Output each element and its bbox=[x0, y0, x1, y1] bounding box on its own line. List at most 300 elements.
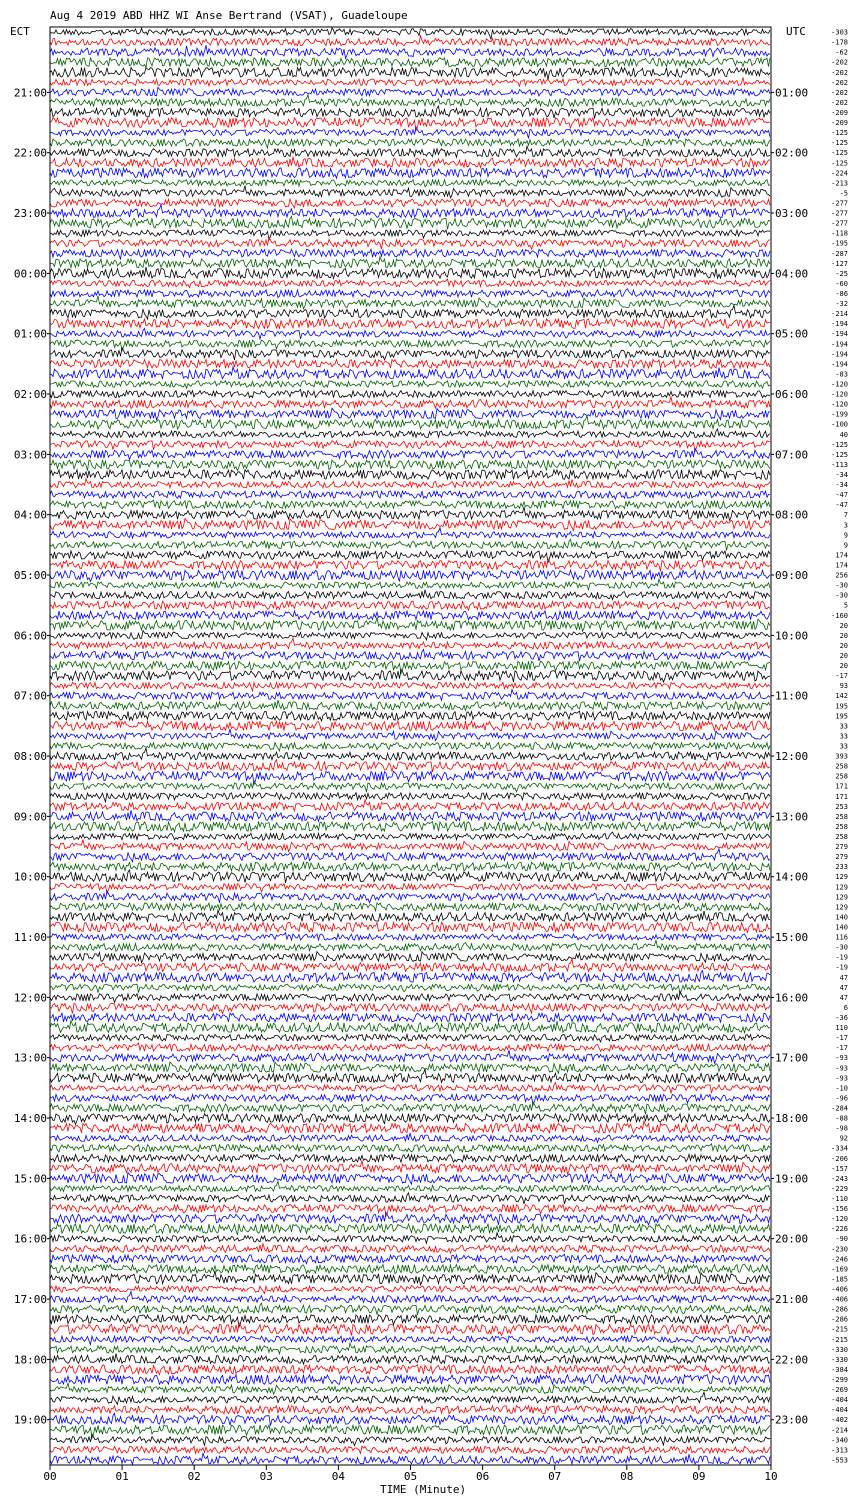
trace-offset-label: -334 bbox=[831, 1144, 848, 1153]
seismic-trace bbox=[50, 87, 770, 97]
trace-offset-label: -194 bbox=[831, 330, 848, 339]
right-hour-label: 03:00 bbox=[775, 207, 809, 220]
seismic-trace bbox=[50, 870, 770, 883]
trace-offset-label: -330 bbox=[831, 1355, 848, 1364]
seismic-trace bbox=[50, 1094, 770, 1105]
trace-offset-label: -120 bbox=[831, 1215, 848, 1224]
left-hour-label: 21:00 bbox=[13, 86, 47, 100]
x-axis-tick-label: 03 bbox=[259, 1470, 273, 1483]
trace-offset-label: -118 bbox=[831, 229, 848, 238]
trace-offset-label: 233 bbox=[835, 863, 848, 872]
seismic-trace bbox=[50, 319, 770, 329]
seismic-trace bbox=[50, 1213, 770, 1225]
seismic-trace bbox=[50, 1292, 770, 1303]
trace-offset-label: -313 bbox=[831, 1446, 848, 1455]
seismic-trace bbox=[50, 77, 770, 86]
seismic-trace bbox=[50, 58, 770, 68]
x-axis bbox=[43, 1465, 777, 1483]
trace-offset-label: -202 bbox=[831, 68, 848, 77]
x-axis-tick-label: 01 bbox=[115, 1470, 129, 1483]
seismic-trace bbox=[50, 903, 770, 911]
seismic-trace bbox=[50, 1154, 770, 1162]
seismic-trace bbox=[50, 822, 770, 832]
trace-offset-label: 9 bbox=[843, 531, 848, 540]
seismic-trace bbox=[50, 1425, 770, 1438]
trace-offset-label: 258 bbox=[835, 822, 848, 831]
trace-offset-label: 20 bbox=[839, 621, 848, 630]
right-hour-label: 13:00 bbox=[775, 810, 809, 824]
seismic-trace bbox=[50, 1205, 770, 1216]
seismic-trace bbox=[50, 839, 770, 851]
trace-offset-label: -194 bbox=[831, 340, 848, 349]
trace-offset-label: -330 bbox=[831, 1345, 848, 1354]
seismic-trace bbox=[50, 267, 770, 279]
seismic-trace bbox=[50, 408, 770, 420]
seismic-trace bbox=[50, 519, 770, 531]
trace-offset-label: 93 bbox=[839, 682, 848, 691]
trace-offset-label: -209 bbox=[831, 109, 848, 117]
trace-offset-label: -404 bbox=[831, 1406, 848, 1415]
trace-offset-label: -277 bbox=[831, 219, 848, 228]
trace-offset-label: -93 bbox=[835, 1074, 848, 1083]
trace-offset-label: -125 bbox=[831, 450, 848, 459]
seismic-trace bbox=[50, 1375, 770, 1385]
trace-offset-label: 171 bbox=[835, 782, 848, 791]
trace-offset-label: -120 bbox=[831, 400, 848, 409]
trace-offset-label: -10 bbox=[835, 1084, 848, 1093]
right-hour-label: 18:00 bbox=[775, 1112, 809, 1126]
seismic-trace bbox=[50, 1193, 770, 1204]
trace-offset-label: 47 bbox=[839, 993, 848, 1002]
trace-offset-label: -127 bbox=[831, 259, 848, 268]
left-hour-label: 11:00 bbox=[13, 931, 47, 945]
trace-offset-label: -209 bbox=[831, 119, 848, 127]
seismic-trace bbox=[50, 611, 770, 620]
x-axis-tick-label: 02 bbox=[187, 1470, 201, 1483]
trace-offset-label: 140 bbox=[835, 923, 848, 932]
trace-offset-label: -62 bbox=[835, 48, 848, 57]
trace-offset-label: -243 bbox=[831, 1174, 848, 1183]
seismic-trace bbox=[50, 883, 770, 893]
trace-offset-label: 7 bbox=[843, 511, 848, 520]
seismic-trace bbox=[50, 249, 770, 259]
left-hour-label: 16:00 bbox=[13, 1232, 47, 1246]
trace-offset-label: 47 bbox=[839, 973, 848, 982]
seismic-trace bbox=[50, 1004, 770, 1014]
trace-offset-label: -224 bbox=[831, 169, 848, 178]
seismic-trace bbox=[50, 1043, 770, 1052]
trace-offset-label: 129 bbox=[835, 893, 848, 902]
trace-offset-label: 256 bbox=[835, 571, 848, 580]
seismic-trace bbox=[50, 721, 770, 731]
seismic-trace bbox=[50, 1050, 770, 1063]
trace-offset-label: -113 bbox=[831, 460, 848, 469]
trace-offset-label: -194 bbox=[831, 320, 848, 329]
seismic-trace bbox=[50, 470, 770, 480]
seismic-trace bbox=[50, 971, 770, 983]
seismic-trace bbox=[50, 118, 770, 131]
seismic-trace bbox=[50, 760, 770, 772]
x-axis-tick-label: 08 bbox=[620, 1470, 634, 1483]
seismic-trace bbox=[50, 360, 770, 369]
trace-offset-labels bbox=[831, 29, 848, 1465]
trace-offset-label: 33 bbox=[839, 732, 848, 741]
trace-offset-label: -96 bbox=[835, 1094, 848, 1103]
trace-offset-label: 258 bbox=[835, 772, 848, 781]
left-hour-label: 13:00 bbox=[13, 1051, 47, 1065]
seismic-trace bbox=[50, 340, 770, 351]
seismic-trace bbox=[50, 528, 770, 538]
left-hour-label: 09:00 bbox=[13, 810, 47, 824]
seismic-trace bbox=[50, 570, 770, 581]
seismic-trace bbox=[50, 1020, 770, 1032]
seismic-trace bbox=[50, 683, 770, 691]
trace-offset-label: -156 bbox=[831, 1205, 848, 1214]
trace-offset-label: 5 bbox=[843, 601, 848, 610]
trace-offset-label: -100 bbox=[831, 420, 848, 429]
left-hour-label: 00:00 bbox=[13, 267, 47, 281]
trace-offset-label: -406 bbox=[831, 1285, 848, 1294]
right-hour-label: 05:00 bbox=[775, 327, 809, 341]
trace-offset-label: -229 bbox=[831, 1185, 848, 1193]
seismic-trace bbox=[50, 67, 770, 80]
right-hour-label: 02:00 bbox=[775, 146, 809, 160]
seismic-trace bbox=[50, 1323, 770, 1336]
left-hour-label: 17:00 bbox=[13, 1293, 47, 1307]
trace-offset-label: -30 bbox=[835, 581, 848, 590]
trace-offset-label: -226 bbox=[831, 1225, 848, 1234]
trace-offset-label: -214 bbox=[831, 310, 848, 319]
seismic-trace bbox=[50, 139, 770, 148]
seismic-trace bbox=[50, 1062, 770, 1073]
seismic-trace bbox=[50, 1160, 770, 1174]
trace-offset-label: 116 bbox=[835, 933, 848, 942]
seismic-trace bbox=[50, 1336, 770, 1345]
trace-offset-label: -194 bbox=[831, 350, 848, 359]
x-axis-tick-label: 10 bbox=[764, 1470, 778, 1483]
trace-offset-label: -160 bbox=[831, 611, 848, 620]
left-hour-label: 14:00 bbox=[13, 1112, 47, 1126]
trace-offset-label: -25 bbox=[835, 269, 848, 278]
seismic-trace bbox=[50, 381, 770, 388]
trace-offset-label: -19 bbox=[835, 963, 848, 972]
right-hour-label: 08:00 bbox=[775, 508, 809, 522]
seismic-trace bbox=[50, 390, 770, 398]
trace-offset-label: -125 bbox=[831, 139, 848, 148]
trace-offset-label: 174 bbox=[835, 561, 848, 570]
trace-offset-label: -157 bbox=[831, 1164, 848, 1173]
trace-offset-label: -120 bbox=[831, 390, 848, 399]
trace-offset-label: -34 bbox=[835, 471, 848, 479]
trace-offset-label: -195 bbox=[831, 239, 848, 248]
seismic-trace bbox=[50, 933, 770, 941]
x-axis-tick-label: 00 bbox=[43, 1470, 57, 1483]
right-hour-label: 10:00 bbox=[775, 629, 809, 643]
trace-offset-label: -202 bbox=[831, 78, 848, 87]
seismic-trace bbox=[50, 28, 770, 40]
seismic-trace bbox=[50, 590, 770, 600]
seismic-trace bbox=[50, 992, 770, 1003]
trace-offset-label: -36 bbox=[835, 1014, 848, 1022]
left-hour-label: 19:00 bbox=[13, 1413, 47, 1427]
seismic-trace bbox=[50, 1254, 770, 1264]
seismic-trace bbox=[50, 429, 770, 438]
trace-offset-label: -47 bbox=[835, 501, 848, 510]
seismic-trace bbox=[50, 1114, 770, 1125]
trace-offset-label: -284 bbox=[831, 1104, 848, 1113]
trace-offset-label: 3 bbox=[843, 521, 848, 530]
seismic-trace bbox=[50, 1271, 770, 1285]
seismic-trace bbox=[50, 638, 770, 649]
seismic-trace bbox=[50, 700, 770, 710]
trace-offset-label: 33 bbox=[839, 742, 848, 751]
trace-offset-label: 174 bbox=[835, 551, 848, 560]
trace-offset-label: -214 bbox=[831, 1426, 848, 1435]
seismic-trace bbox=[50, 711, 770, 721]
right-hour-label: 11:00 bbox=[775, 689, 809, 703]
seismic-trace bbox=[50, 661, 770, 673]
seismic-trace bbox=[50, 810, 770, 821]
trace-offset-label: -303 bbox=[831, 28, 848, 37]
trace-offset-label: -83 bbox=[835, 370, 848, 379]
trace-offset-label: -93 bbox=[835, 1054, 848, 1063]
trace-offset-label: -553 bbox=[831, 1456, 848, 1465]
seismic-trace bbox=[50, 491, 770, 499]
seismic-trace bbox=[50, 1083, 770, 1094]
left-hour-label: 03:00 bbox=[13, 448, 47, 462]
seismic-trace bbox=[50, 748, 770, 760]
seismic-trace bbox=[50, 448, 770, 459]
seismic-trace bbox=[50, 367, 770, 379]
trace-offset-label: 110 bbox=[835, 1024, 848, 1033]
seismic-trace bbox=[50, 771, 770, 784]
trace-offset-label: 129 bbox=[835, 883, 848, 892]
trace-offset-label: -299 bbox=[831, 1376, 848, 1384]
seismic-trace bbox=[50, 669, 770, 682]
trace-offset-label: 33 bbox=[839, 722, 848, 731]
trace-offset-label: 20 bbox=[839, 631, 848, 640]
seismic-trace bbox=[50, 168, 770, 178]
trace-offset-label: -384 bbox=[831, 1366, 848, 1374]
trace-offset-label: -199 bbox=[831, 410, 848, 419]
left-hour-label: 12:00 bbox=[13, 991, 47, 1005]
trace-offset-label: -88 bbox=[835, 1114, 848, 1123]
right-hour-label: 21:00 bbox=[775, 1293, 809, 1307]
seismic-trace bbox=[50, 781, 770, 793]
trace-offset-label: -406 bbox=[831, 1295, 848, 1304]
trace-offset-label: 20 bbox=[839, 662, 848, 671]
trace-offset-label: -125 bbox=[831, 440, 848, 449]
seismic-trace bbox=[50, 952, 770, 963]
seismic-trace bbox=[50, 940, 770, 952]
right-hour-label: 17:00 bbox=[775, 1051, 809, 1065]
right-hour-label: 06:00 bbox=[775, 388, 809, 401]
seismic-trace bbox=[50, 800, 770, 811]
trace-offset-label: -125 bbox=[831, 149, 848, 158]
seismic-trace bbox=[50, 1286, 770, 1294]
seismic-trace bbox=[50, 1144, 770, 1153]
right-hour-label: 22:00 bbox=[775, 1353, 809, 1367]
seismic-trace bbox=[50, 507, 770, 521]
seismic-trace bbox=[50, 479, 770, 489]
trace-offset-label: 92 bbox=[839, 1134, 848, 1143]
trace-offset-label: -30 bbox=[835, 591, 848, 600]
seismic-trace bbox=[50, 539, 770, 550]
left-hour-label: 01:00 bbox=[13, 327, 47, 341]
trace-offset-label: -277 bbox=[831, 209, 848, 218]
trace-offset-label: -120 bbox=[831, 380, 848, 389]
trace-offset-label: 20 bbox=[839, 652, 848, 660]
left-hour-label: 18:00 bbox=[13, 1353, 47, 1367]
seismic-trace bbox=[50, 397, 770, 409]
trace-offset-label: -277 bbox=[831, 199, 848, 208]
x-axis-tick-label: 04 bbox=[331, 1470, 346, 1483]
left-hour-labels bbox=[14, 86, 50, 1426]
right-hour-label: 09:00 bbox=[775, 569, 809, 582]
seismic-trace bbox=[50, 1121, 770, 1133]
seismic-trace bbox=[50, 742, 770, 751]
seismic-trace bbox=[50, 1102, 770, 1114]
trace-offset-label: -215 bbox=[831, 1335, 848, 1344]
seismic-trace bbox=[50, 35, 770, 45]
right-hour-label: 12:00 bbox=[775, 750, 809, 764]
seismic-trace bbox=[50, 910, 770, 921]
seismic-trace bbox=[50, 1172, 770, 1184]
right-hour-label: 14:00 bbox=[775, 870, 809, 884]
trace-offset-label: -340 bbox=[831, 1436, 848, 1445]
seismic-trace bbox=[50, 1013, 770, 1022]
seismic-trace bbox=[50, 922, 770, 932]
trace-offset-label: -110 bbox=[831, 1195, 848, 1203]
trace-offset-label: -194 bbox=[831, 360, 848, 369]
trace-offset-label: -286 bbox=[831, 1305, 848, 1314]
seismic-trace bbox=[50, 279, 770, 288]
left-hour-label: 02:00 bbox=[13, 388, 47, 401]
seismic-trace bbox=[50, 1365, 770, 1375]
trace-offset-label: -202 bbox=[831, 58, 848, 67]
trace-offset-label: 279 bbox=[835, 853, 848, 862]
seismic-trace bbox=[50, 1406, 770, 1414]
right-hour-label: 04:00 bbox=[775, 267, 809, 281]
trace-offset-label: -17 bbox=[835, 1034, 848, 1043]
seismic-trace bbox=[50, 95, 770, 107]
right-hour-label: 19:00 bbox=[775, 1172, 809, 1186]
left-hour-label: 23:00 bbox=[13, 207, 47, 220]
trace-offset-label: 258 bbox=[835, 762, 848, 771]
left-hour-label: 15:00 bbox=[13, 1172, 47, 1186]
x-axis-tick-label: 09 bbox=[692, 1470, 706, 1483]
trace-offset-label: -202 bbox=[831, 88, 848, 97]
trace-offset-label: -287 bbox=[831, 249, 848, 258]
seismic-trace bbox=[50, 1434, 770, 1446]
seismic-trace bbox=[50, 289, 770, 298]
seismic-trace bbox=[50, 127, 770, 138]
seismic-trace bbox=[50, 199, 770, 208]
seismic-trace bbox=[50, 257, 770, 268]
trace-offset-label: -47 bbox=[835, 491, 848, 500]
seismic-trace bbox=[50, 984, 770, 994]
trace-offset-label: -90 bbox=[835, 1235, 848, 1244]
left-hour-label: 07:00 bbox=[13, 689, 47, 703]
trace-offset-label: -178 bbox=[831, 38, 848, 47]
trace-offset-label: 129 bbox=[835, 903, 848, 912]
seismic-trace bbox=[50, 1233, 770, 1244]
seismic-trace bbox=[50, 348, 770, 360]
chart-title: Aug 4 2019 ABD HHZ WI Anse Bertrand (VSAT), Guadeloupe bbox=[50, 9, 408, 22]
right-timezone-label: UTC bbox=[786, 25, 806, 38]
seismic-trace bbox=[50, 1446, 770, 1453]
seismic-trace bbox=[50, 1181, 770, 1191]
left-hour-label: 22:00 bbox=[13, 146, 47, 160]
seismic-trace bbox=[50, 891, 770, 903]
seismic-trace bbox=[50, 296, 770, 309]
seismic-trace bbox=[50, 1264, 770, 1274]
seismic-trace bbox=[50, 230, 770, 240]
seismic-trace bbox=[50, 1354, 770, 1365]
seismic-trace bbox=[50, 146, 770, 157]
seismic-trace bbox=[50, 631, 770, 640]
left-hour-label: 04:00 bbox=[13, 508, 47, 522]
seismic-trace bbox=[50, 690, 770, 701]
right-hour-label: 20:00 bbox=[775, 1232, 809, 1246]
seismic-trace bbox=[50, 205, 770, 218]
seismic-trace bbox=[50, 441, 770, 452]
seismic-trace bbox=[50, 1303, 770, 1315]
trace-offset-label: 393 bbox=[835, 752, 848, 761]
right-hour-label: 15:00 bbox=[775, 931, 809, 945]
trace-offset-label: -206 bbox=[831, 1154, 848, 1163]
seismic-trace bbox=[50, 45, 770, 58]
trace-offset-label: 195 bbox=[835, 712, 848, 721]
seismic-trace bbox=[50, 862, 770, 871]
trace-offset-label: -404 bbox=[831, 1396, 848, 1405]
trace-offset-label: -230 bbox=[831, 1245, 848, 1254]
seismic-trace bbox=[50, 305, 770, 319]
trace-offset-label: -98 bbox=[835, 1124, 848, 1133]
trace-offset-label: -125 bbox=[831, 129, 848, 138]
seismic-trace bbox=[50, 959, 770, 972]
seismic-trace bbox=[50, 460, 770, 471]
left-hour-label: 08:00 bbox=[13, 750, 47, 764]
seismic-trace bbox=[50, 157, 770, 168]
trace-offset-label: -402 bbox=[831, 1416, 848, 1425]
trace-offset-label: -5 bbox=[839, 189, 848, 198]
trace-offset-label: 279 bbox=[835, 843, 848, 852]
left-timezone-label: ECT bbox=[10, 25, 30, 38]
right-hour-labels bbox=[771, 86, 808, 1426]
trace-offset-label: 20 bbox=[839, 641, 848, 650]
trace-offset-label: -19 bbox=[835, 953, 848, 962]
trace-offset-label: -213 bbox=[831, 179, 848, 188]
seismic-trace bbox=[50, 186, 770, 198]
right-hour-label: 23:00 bbox=[775, 1413, 809, 1427]
seismic-trace bbox=[50, 216, 770, 229]
x-axis-tick-label: 06 bbox=[475, 1470, 490, 1483]
right-hour-label: 16:00 bbox=[775, 991, 809, 1005]
trace-offset-label: 47 bbox=[839, 983, 848, 992]
seismic-trace bbox=[50, 649, 770, 661]
trace-offset-label: -269 bbox=[831, 1386, 848, 1395]
right-hour-label: 01:00 bbox=[775, 86, 809, 100]
trace-offset-label: -30 bbox=[835, 943, 848, 952]
seismic-trace bbox=[50, 500, 770, 509]
seismic-trace bbox=[50, 793, 770, 802]
seismic-trace bbox=[50, 1133, 770, 1142]
trace-offset-label: -32 bbox=[835, 300, 848, 308]
x-axis-tick-label: 07 bbox=[548, 1470, 562, 1483]
trace-offset-label: 40 bbox=[839, 430, 848, 439]
seismic-trace bbox=[50, 328, 770, 339]
